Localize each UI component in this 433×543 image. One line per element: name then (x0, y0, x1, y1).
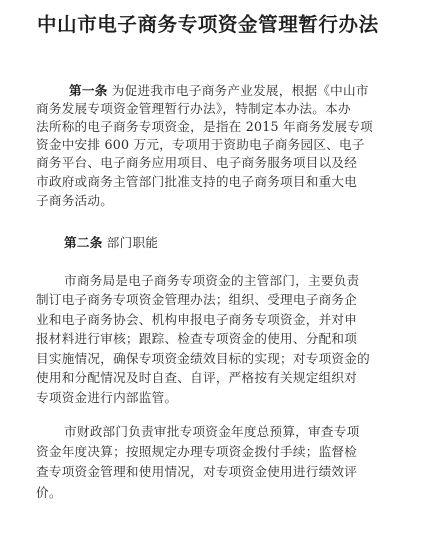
document-title: 中山市电子商务专项资金管理暂行办法 (37, 13, 379, 36)
article2-para1-line-7: 专项资金进行内部监管。 (36, 390, 178, 405)
article2-para1-line-5: 目实施情况，确保专项资金绩效目标的实现；对专项资金的 (36, 351, 370, 366)
article2-para1-line-3: 业和电子商务协会、机构申报电子商务专项资金，并对申 (36, 312, 358, 327)
article1-line-6: 市政府或商务主管部门批准支持的电子商务项目和重大电 (36, 174, 358, 189)
article1-heading: 第一条 (69, 83, 108, 98)
article2-para2-line-2: 资金年度决算；按照规定办理专项资金拨付手续；监督检 (36, 444, 358, 459)
article2-para1-line-6: 使用和分配情况及时自查、自评，严格按有关规定组织对 (36, 370, 358, 385)
article1-line-4: 资金中安排 600 万元，专项用于资助电子商务园区、电子 (36, 137, 365, 152)
article2-para2-line-3: 查专项资金管理和使用情况，对专项资金使用进行绩效评 (36, 464, 358, 479)
article1-line-3: 法所称的电子商务专项资金，是指在 2015 年商务发展专项 (36, 119, 373, 134)
article2-para2-line-1: 市财政部门负责审批专项资金年度总预算，审查专项 (64, 424, 360, 439)
article1-line-5: 商务平台、电子商务应用项目、电子商务服务项目以及经 (36, 155, 358, 170)
article1-text-1: 为促进我市电子商务产业发展，根据《中山市 (111, 83, 369, 98)
article2-heading: 第二条 (64, 235, 103, 250)
article1-line-7: 子商务活动。 (36, 193, 114, 208)
article2-para2-line-4: 价。 (36, 485, 62, 500)
article2-heading-line (64, 235, 158, 251)
article2-para1-line-1: 市商务局是电子商务专项资金的主管部门，主要负责 (64, 273, 360, 288)
article2-subtitle: 部门职能 (106, 235, 159, 250)
article2-para1-line-2: 制订电子商务专项资金管理办法；组织、受理电子商务企 (36, 292, 358, 307)
article1-line-1 (69, 83, 369, 99)
article2-para1-line-4: 报材料进行审核；跟踪、检查专项资金的使用、分配和项 (36, 331, 358, 346)
article1-line-2: 商务发展专项资金管理暂行办法》，特制定本办法。本办 (36, 101, 351, 116)
